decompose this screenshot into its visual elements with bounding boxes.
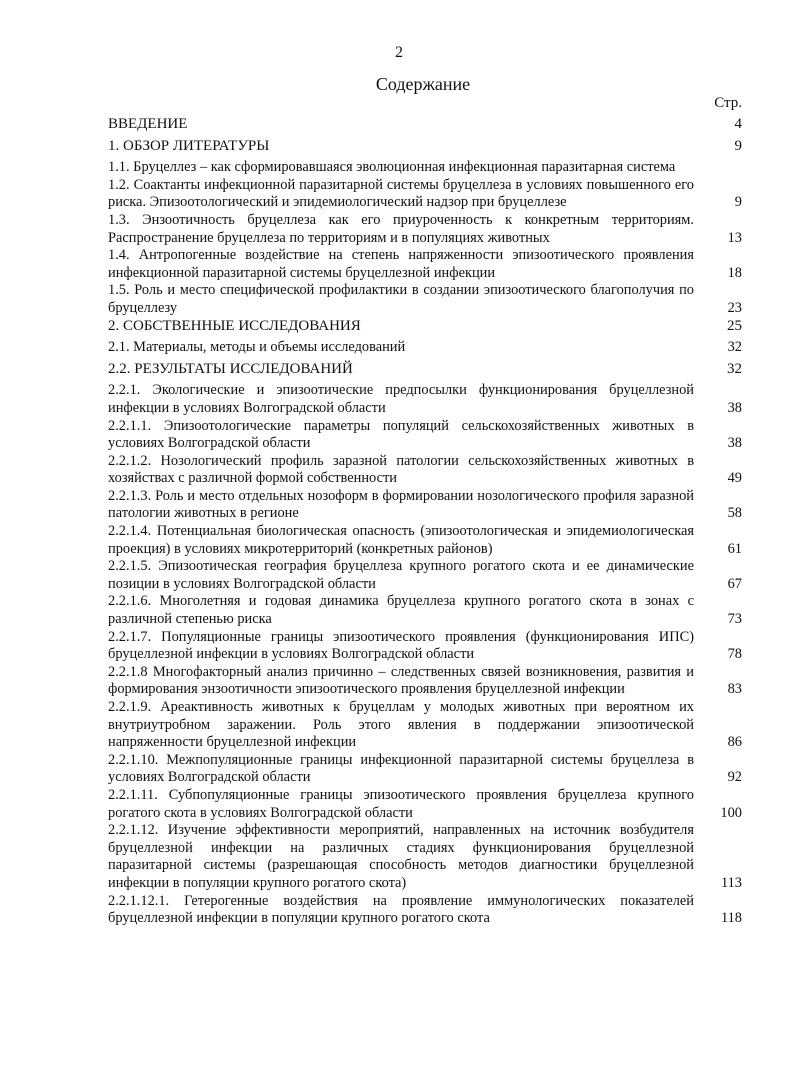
- toc-entry[interactable]: [108, 138, 742, 156]
- toc-entry-text: 2.2.1.11. Субпопуляционные границы эпизоотического проявления бруцеллеза крупного рогатого скота в условиях Волгоградской области: [108, 786, 694, 821]
- toc-entry[interactable]: [108, 159, 742, 177]
- toc-entry-text: 2.2.1.9. Ареактивность животных к бруцеллам у молодых животных при вероятном их внутриутробном заражении. Роль этого явления в поддержании эпизоотической напряженности бруцеллезной инфекции: [108, 699, 694, 751]
- toc-entry[interactable]: [108, 361, 742, 379]
- toc-entry-text: ВВЕДЕНИЕ: [108, 116, 188, 132]
- toc-entry[interactable]: [108, 787, 742, 822]
- toc-entry-page: 25: [727, 317, 742, 334]
- toc-entry[interactable]: [108, 664, 742, 699]
- toc-entry-page: 4: [734, 116, 742, 132]
- toc-entry-page: 83: [727, 681, 742, 698]
- toc-entry[interactable]: [108, 699, 742, 752]
- toc-entry-page: 32: [727, 339, 742, 356]
- toc-entry-page: 58: [727, 505, 742, 522]
- toc-entry-text: 1.4. Антропогенные воздействие на степень напряженности эпизоотического проявления инфекционной паразитарной системы бруцеллезной инфекции: [108, 247, 694, 281]
- toc-entry-text: 2.2.1.12. Изучение эффективности мероприятий, направленных на источник возбудителя бруцеллезной инфекции на различных стадиях функционирования бруцеллезной паразитарной системы (разрешающая способность методов диагностики бруцеллезной инфекции в популяции крупного рогатого скота): [108, 822, 694, 891]
- toc-entry-text: 2.2.1.6. Многолетняя и годовая динамика бруцеллеза крупного рогатого скота в зонах с различной степенью риска: [108, 593, 694, 628]
- toc-entry-page: 67: [727, 575, 742, 592]
- page-number: 2: [395, 44, 403, 61]
- toc-entry[interactable]: [108, 247, 742, 282]
- toc-entry-text: 2.2.1.12.1. Гетерогенные воздействия на проявление иммунологических показателей бруцеллезной инфекции в популяции крупного рогатого скота: [108, 892, 694, 927]
- toc-entry[interactable]: [108, 282, 742, 317]
- toc-entry-page: 78: [727, 646, 742, 663]
- toc-entry-text: 1.5. Роль и место специфической профилактики в создании эпизоотического благополучия по бруцеллезу: [108, 282, 694, 316]
- page-title: Содержание: [375, 74, 471, 94]
- toc-entry-page: 9: [734, 137, 742, 154]
- toc-entry-text: 2.2.1. Экологические и эпизоотические предпосылки функционирования бруцеллезной инфекции в условиях Волгоградской области: [108, 382, 694, 416]
- toc-entry-text: 2.1. Материалы, методы и объемы исследований: [108, 339, 406, 356]
- toc-entry-page: 92: [727, 769, 742, 786]
- toc-entry[interactable]: [108, 488, 742, 523]
- toc-entry-page: 23: [727, 299, 742, 316]
- toc-entry-page: 9: [734, 194, 742, 211]
- toc-entry-page: 86: [727, 734, 742, 751]
- toc-entry-page: 32: [727, 360, 742, 377]
- toc-entry[interactable]: [108, 418, 742, 453]
- page-column-label: Стр.: [714, 95, 742, 111]
- toc-entry-page: 113: [720, 874, 742, 891]
- toc-entry-text: 1.2. Соактанты инфекционной паразитарной системы бруцеллеза в условиях повышенного его риска. Эпизоотологический и эпидемиологический надзор при бруцеллезе: [108, 176, 694, 211]
- toc-entry[interactable]: [108, 752, 742, 787]
- toc-entry[interactable]: [108, 339, 742, 357]
- toc-entry-text: 2.2.1.7. Популяционные границы эпизоотического проявления (функционирования ИПС) бруцеллезной инфекции в условиях Волгоградской области: [108, 628, 694, 663]
- table-of-contents: [108, 116, 742, 928]
- toc-entry[interactable]: [108, 453, 742, 488]
- toc-entry[interactable]: [108, 558, 742, 593]
- toc-entry-text: 2.2. РЕЗУЛЬТАТЫ ИССЛЕДОВАНИЙ: [108, 360, 353, 377]
- toc-entry-text: 2.2.1.8 Многофакторный анализ причинно – следственных связей возникновения, развития и формирования энзоотичности эпизоотического проявления бруцеллезной инфекции: [108, 663, 694, 698]
- toc-entry-text: 2.2.1.10. Межпопуляционные границы инфекционной паразитарной системы бруцеллеза в условиях Волгоградской области: [108, 751, 694, 786]
- toc-entry[interactable]: [108, 893, 742, 928]
- toc-entry-text: 1. ОБЗОР ЛИТЕРАТУРЫ: [108, 137, 270, 154]
- toc-entry-page: 100: [720, 804, 742, 821]
- toc-entry[interactable]: [108, 523, 742, 558]
- toc-entry[interactable]: [108, 629, 742, 664]
- toc-entry-page: 38: [727, 399, 742, 416]
- toc-entry-text: 2.2.1.1. Эпизоотологические параметры популяций сельскохозяйственных животных в условиях Волгоградской области: [108, 417, 694, 452]
- toc-entry-page: 49: [727, 470, 742, 487]
- toc-entry[interactable]: [108, 822, 742, 892]
- toc-entry-page: 38: [727, 435, 742, 452]
- toc-entry[interactable]: [108, 318, 742, 336]
- toc-entry[interactable]: [108, 382, 742, 417]
- toc-entry-text: 1.1. Бруцеллез – как сформировавшаяся эволюционная инфекционная паразитарная система: [108, 159, 676, 176]
- toc-entry-text: 2.2.1.2. Нозологический профиль заразной патологии сельскохозяйственных животных в хозяйствах с различной формой собственности: [108, 452, 694, 487]
- toc-entry[interactable]: [108, 177, 742, 212]
- toc-entry-text: 2.2.1.5. Эпизоотическая география бруцеллеза крупного рогатого скота и ее динамические позиции в условиях Волгоградской области: [108, 558, 694, 592]
- toc-entry-text: 2.2.1.3. Роль и место отдельных нозоформ в формировании нозологического профиля заразной патологии животных в регионе: [108, 487, 694, 522]
- toc-entry-page: 18: [727, 264, 742, 281]
- toc-entry[interactable]: [108, 593, 742, 628]
- toc-entry[interactable]: [108, 116, 742, 134]
- toc-entry-text: 1.3. Энзоотичность бруцеллеза как его приуроченность к конкретным территориям. Распространение бруцеллеза по территориям и в популяциях животных: [108, 211, 694, 246]
- toc-entry-text: 2.2.1.4. Потенциальная биологическая опасность (эпизоотологическая и эпидемиологическая проекция) в условиях микротерриторий (конкретных районов): [108, 523, 694, 557]
- toc-entry-page: 13: [727, 229, 742, 246]
- toc-entry-page: 118: [720, 910, 742, 927]
- toc-entry[interactable]: [108, 212, 742, 247]
- toc-entry-page: 73: [727, 611, 742, 628]
- toc-entry-page: 61: [727, 540, 742, 557]
- toc-entry-text: 2. СОБСТВЕННЫЕ ИССЛЕДОВАНИЯ: [108, 317, 361, 334]
